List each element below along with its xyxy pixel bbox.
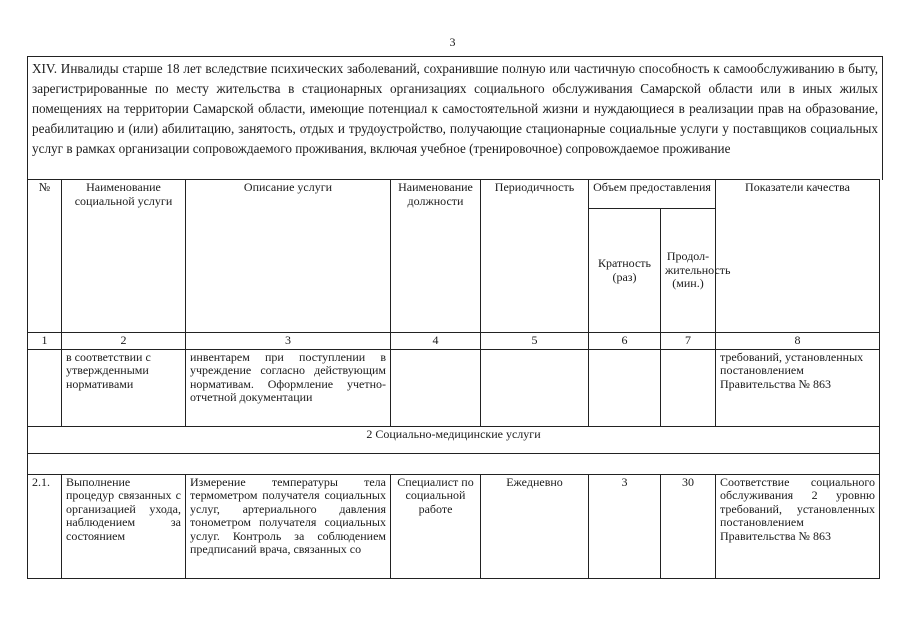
- column-number: 6: [589, 333, 661, 350]
- header-description: Описание услуги: [186, 180, 391, 333]
- table-row: [28, 474, 880, 578]
- cell-position: [391, 349, 481, 426]
- table-row: [28, 349, 880, 426]
- section-title: 2 Социально-медицинские услуги: [28, 426, 880, 453]
- cell-periodicity: [481, 349, 589, 426]
- cell-duration: 30: [661, 474, 716, 578]
- column-number: 8: [716, 333, 880, 350]
- section-row: [28, 426, 880, 453]
- cell-quality: требований, установленных постановлением Правительства № 863: [716, 349, 880, 426]
- column-number: 4: [391, 333, 481, 350]
- column-number: 5: [481, 333, 589, 350]
- header-volume: Объем предоставления: [589, 180, 716, 209]
- cell-multiplicity: 3: [589, 474, 661, 578]
- column-number: 1: [28, 333, 62, 350]
- cell-duration: [661, 349, 716, 426]
- column-number: 2: [62, 333, 186, 350]
- column-number: 7: [661, 333, 716, 350]
- header-duration: Продол-жительность (мин.): [661, 209, 716, 333]
- cell-num: 2.1.: [28, 474, 62, 578]
- services-table: [27, 179, 880, 579]
- cell-quality: Соответствие социального обслуживания 2 уровню требований, установленных постановлением Правительства № 863: [716, 474, 880, 578]
- spacer-row: [28, 453, 880, 474]
- header-periodicity: Периодичность: [481, 180, 589, 333]
- header-quality: Показатели качества: [716, 180, 880, 333]
- cell-num: [28, 349, 62, 426]
- page-number: 3: [449, 35, 456, 49]
- category-description: XIV. Инвалиды старше 18 лет вследствие психических заболеваний, сохранившие полную или частичную способность к самообслуживанию в быту, зарегистрированные по месту жительства в стационарных организациях социального обслуживания Самарской области или в иных жилых помещениях на территории Самарской области, имеющие потенциал к самостоятельной жизни и нуждающиеся в реализации прав на образование, реабилитацию и (или) абилитацию, занятость, отдых и трудоустройство, получающие стационарные социальные услуги у поставщиков социальных услуг в рамках организации сопровождаемого проживания, включая учебное (тренировочное) сопровождаемое проживание: [27, 56, 883, 180]
- header-multiplicity: Кратность (раз): [589, 209, 661, 333]
- cell-position: Специалист по социальной работе: [391, 474, 481, 578]
- header-position: Наименование должности: [391, 180, 481, 333]
- cell-periodicity: Ежедневно: [481, 474, 589, 578]
- cell-description: Измерение температуры тела термометром получателя социальных услуг, артериального давления тонометром получателя социальных услуг. Контроль за соблюдением предписаний врача, связанных со: [186, 474, 391, 578]
- column-number: 3: [186, 333, 391, 350]
- cell-service-name: в соответствии с утвержденными нормативами: [62, 349, 186, 426]
- cell-multiplicity: [589, 349, 661, 426]
- cell-service-name: Выполнение процедур связанных с организацией ухода, наблюдением за состоянием: [62, 474, 186, 578]
- cell-description: инвентарем при поступлении в учреждение согласно действующим нормативам. Оформление учетно-отчетной документации: [186, 349, 391, 426]
- column-numbers-row: [28, 333, 880, 350]
- header-service-name: Наименование социальной услуги: [62, 180, 186, 333]
- header-row-1: [28, 180, 880, 209]
- header-num: №: [28, 180, 62, 333]
